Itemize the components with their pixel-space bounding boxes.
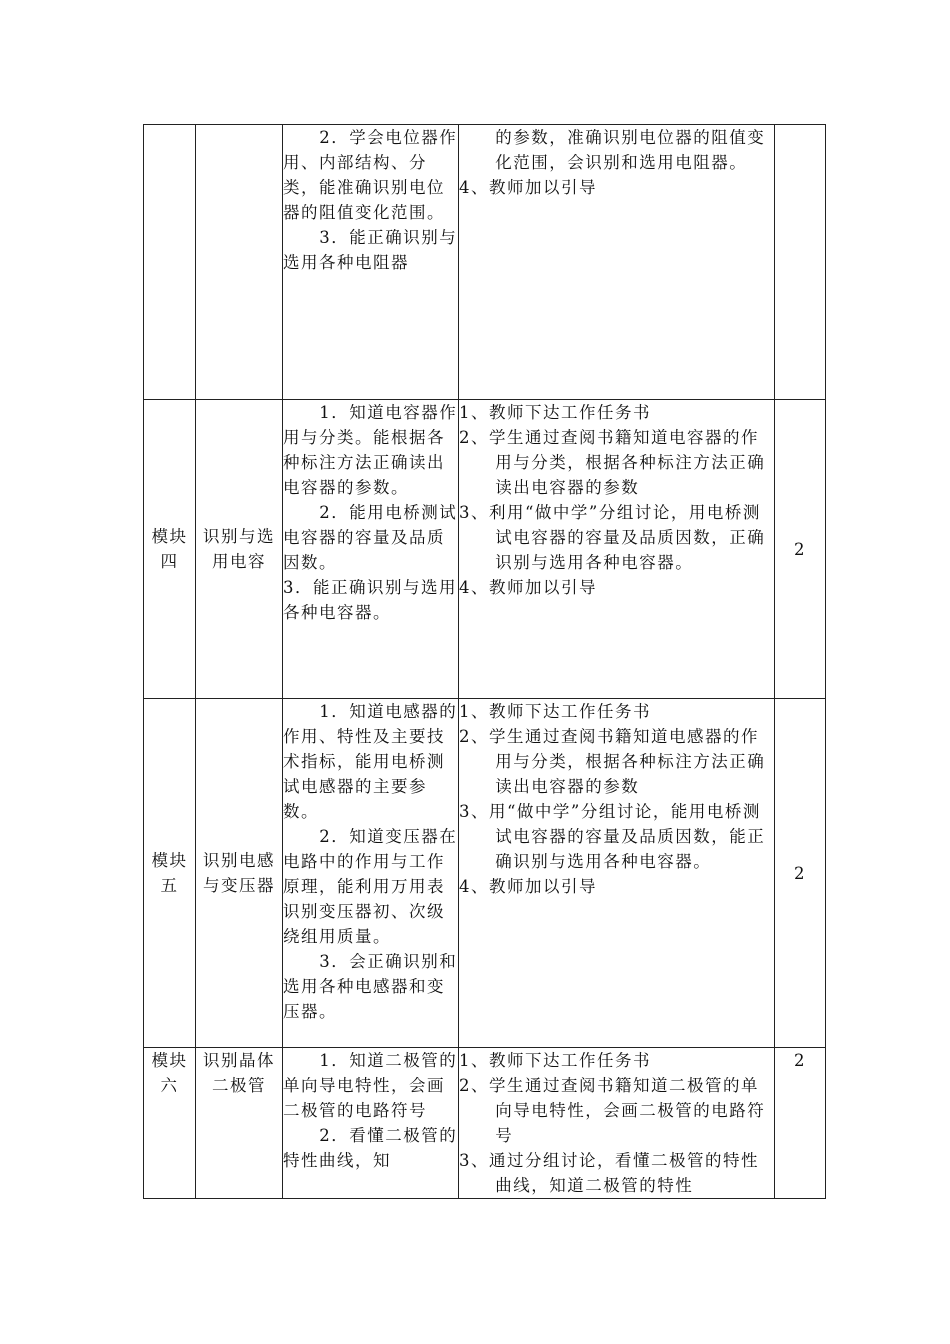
- table-row: [144, 699, 826, 1048]
- objectives-cell: [283, 125, 459, 400]
- table-row: [144, 400, 826, 699]
- activities-cell: [459, 400, 775, 699]
- curriculum-table: [143, 124, 826, 1199]
- topic-cell: 识别与选用电容: [196, 400, 283, 699]
- activity-item: 4、教师加以引导: [459, 578, 597, 597]
- topic-cell: 识别电感与变压器: [196, 699, 283, 1048]
- activities-cell: [459, 699, 775, 1048]
- hours-cell: [775, 125, 826, 400]
- objectives-cell: [283, 1048, 459, 1199]
- hours-cell: 2: [775, 699, 826, 1048]
- activity-item: 3、利用“做中学”分组讨论，用电桥测试电容器的容量及品质因数，正确识别与选用各种电容器。: [459, 503, 766, 572]
- objective-item: 2．看懂二极管的特性曲线，知: [283, 1126, 458, 1170]
- objective-item: 3．会正确识别和选用各种电感器和变压器。: [283, 952, 458, 1021]
- objective-item: 1．知道二极管的单向导电特性，会画二极管的电路符号: [283, 1051, 458, 1120]
- objectives-cell: [283, 699, 459, 1048]
- topic-cell: [196, 125, 283, 400]
- activity-item: 2、学生通过查阅书籍知道电容器的作用与分类，根据各种标注方法正确读出电容器的参数: [459, 428, 766, 497]
- objective-item: 1．知道电容器作用与分类。能根据各种标注方法正确读出电容器的参数。: [283, 403, 458, 497]
- activity-item: 3、用“做中学”分组讨论，能用电桥测试电容器的容量及品质因数，能正确识别与选用各种电容器。: [459, 802, 766, 871]
- activities-cell: [459, 1048, 775, 1199]
- activities-cell: [459, 125, 775, 400]
- objective-item: 1．知道电感器的作用、特性及主要技术指标，能用电桥测试电感器的主要参数。: [283, 702, 458, 821]
- table-row: [144, 125, 826, 400]
- activity-item: 1、教师下达工作任务书: [459, 1051, 651, 1070]
- hours-cell: 2: [775, 400, 826, 699]
- activity-item: 4、教师加以引导: [459, 178, 597, 197]
- activity-item: 1、教师下达工作任务书: [459, 403, 651, 422]
- objectives-cell: [283, 400, 459, 699]
- table-row: [144, 1048, 826, 1199]
- activity-continuation: 的参数，准确识别电位器的阻值变化范围，会识别和选用电阻器。: [495, 128, 766, 172]
- activity-item: 2、学生通过查阅书籍知道电感器的作用与分类，根据各种标注方法正确读出电容器的参数: [459, 727, 766, 796]
- objective-item: 3．能正确识别与选用各种电阻器: [283, 228, 458, 272]
- module-cell: [144, 125, 196, 400]
- activity-item: 1、教师下达工作任务书: [459, 702, 651, 721]
- objective-item: 2．能用电桥测试电容器的容量及品质因数。: [283, 503, 458, 572]
- module-cell: 模块六: [144, 1048, 196, 1199]
- activity-item: 4、教师加以引导: [459, 877, 597, 896]
- objective-item: 2．知道变压器在电路中的作用与工作原理，能利用万用表识别变压器初、次级绕组用质量。: [283, 827, 458, 946]
- activity-item: 3、通过分组讨论，看懂二极管的特性曲线，知道二极管的特性: [459, 1151, 759, 1195]
- objective-item: 3．能正确识别与选用各种电容器。: [283, 578, 457, 622]
- module-cell: 模块四: [144, 400, 196, 699]
- hours-cell: 2: [775, 1048, 826, 1199]
- topic-cell: 识别晶体二极管: [196, 1048, 283, 1199]
- activity-item: 2、学生通过查阅书籍知道二极管的单向导电特性，会画二极管的电路符号: [459, 1076, 766, 1145]
- objective-item: 2．学会电位器作用、内部结构、分类，能准确识别电位器的阻值变化范围。: [283, 128, 458, 222]
- module-cell: 模块五: [144, 699, 196, 1048]
